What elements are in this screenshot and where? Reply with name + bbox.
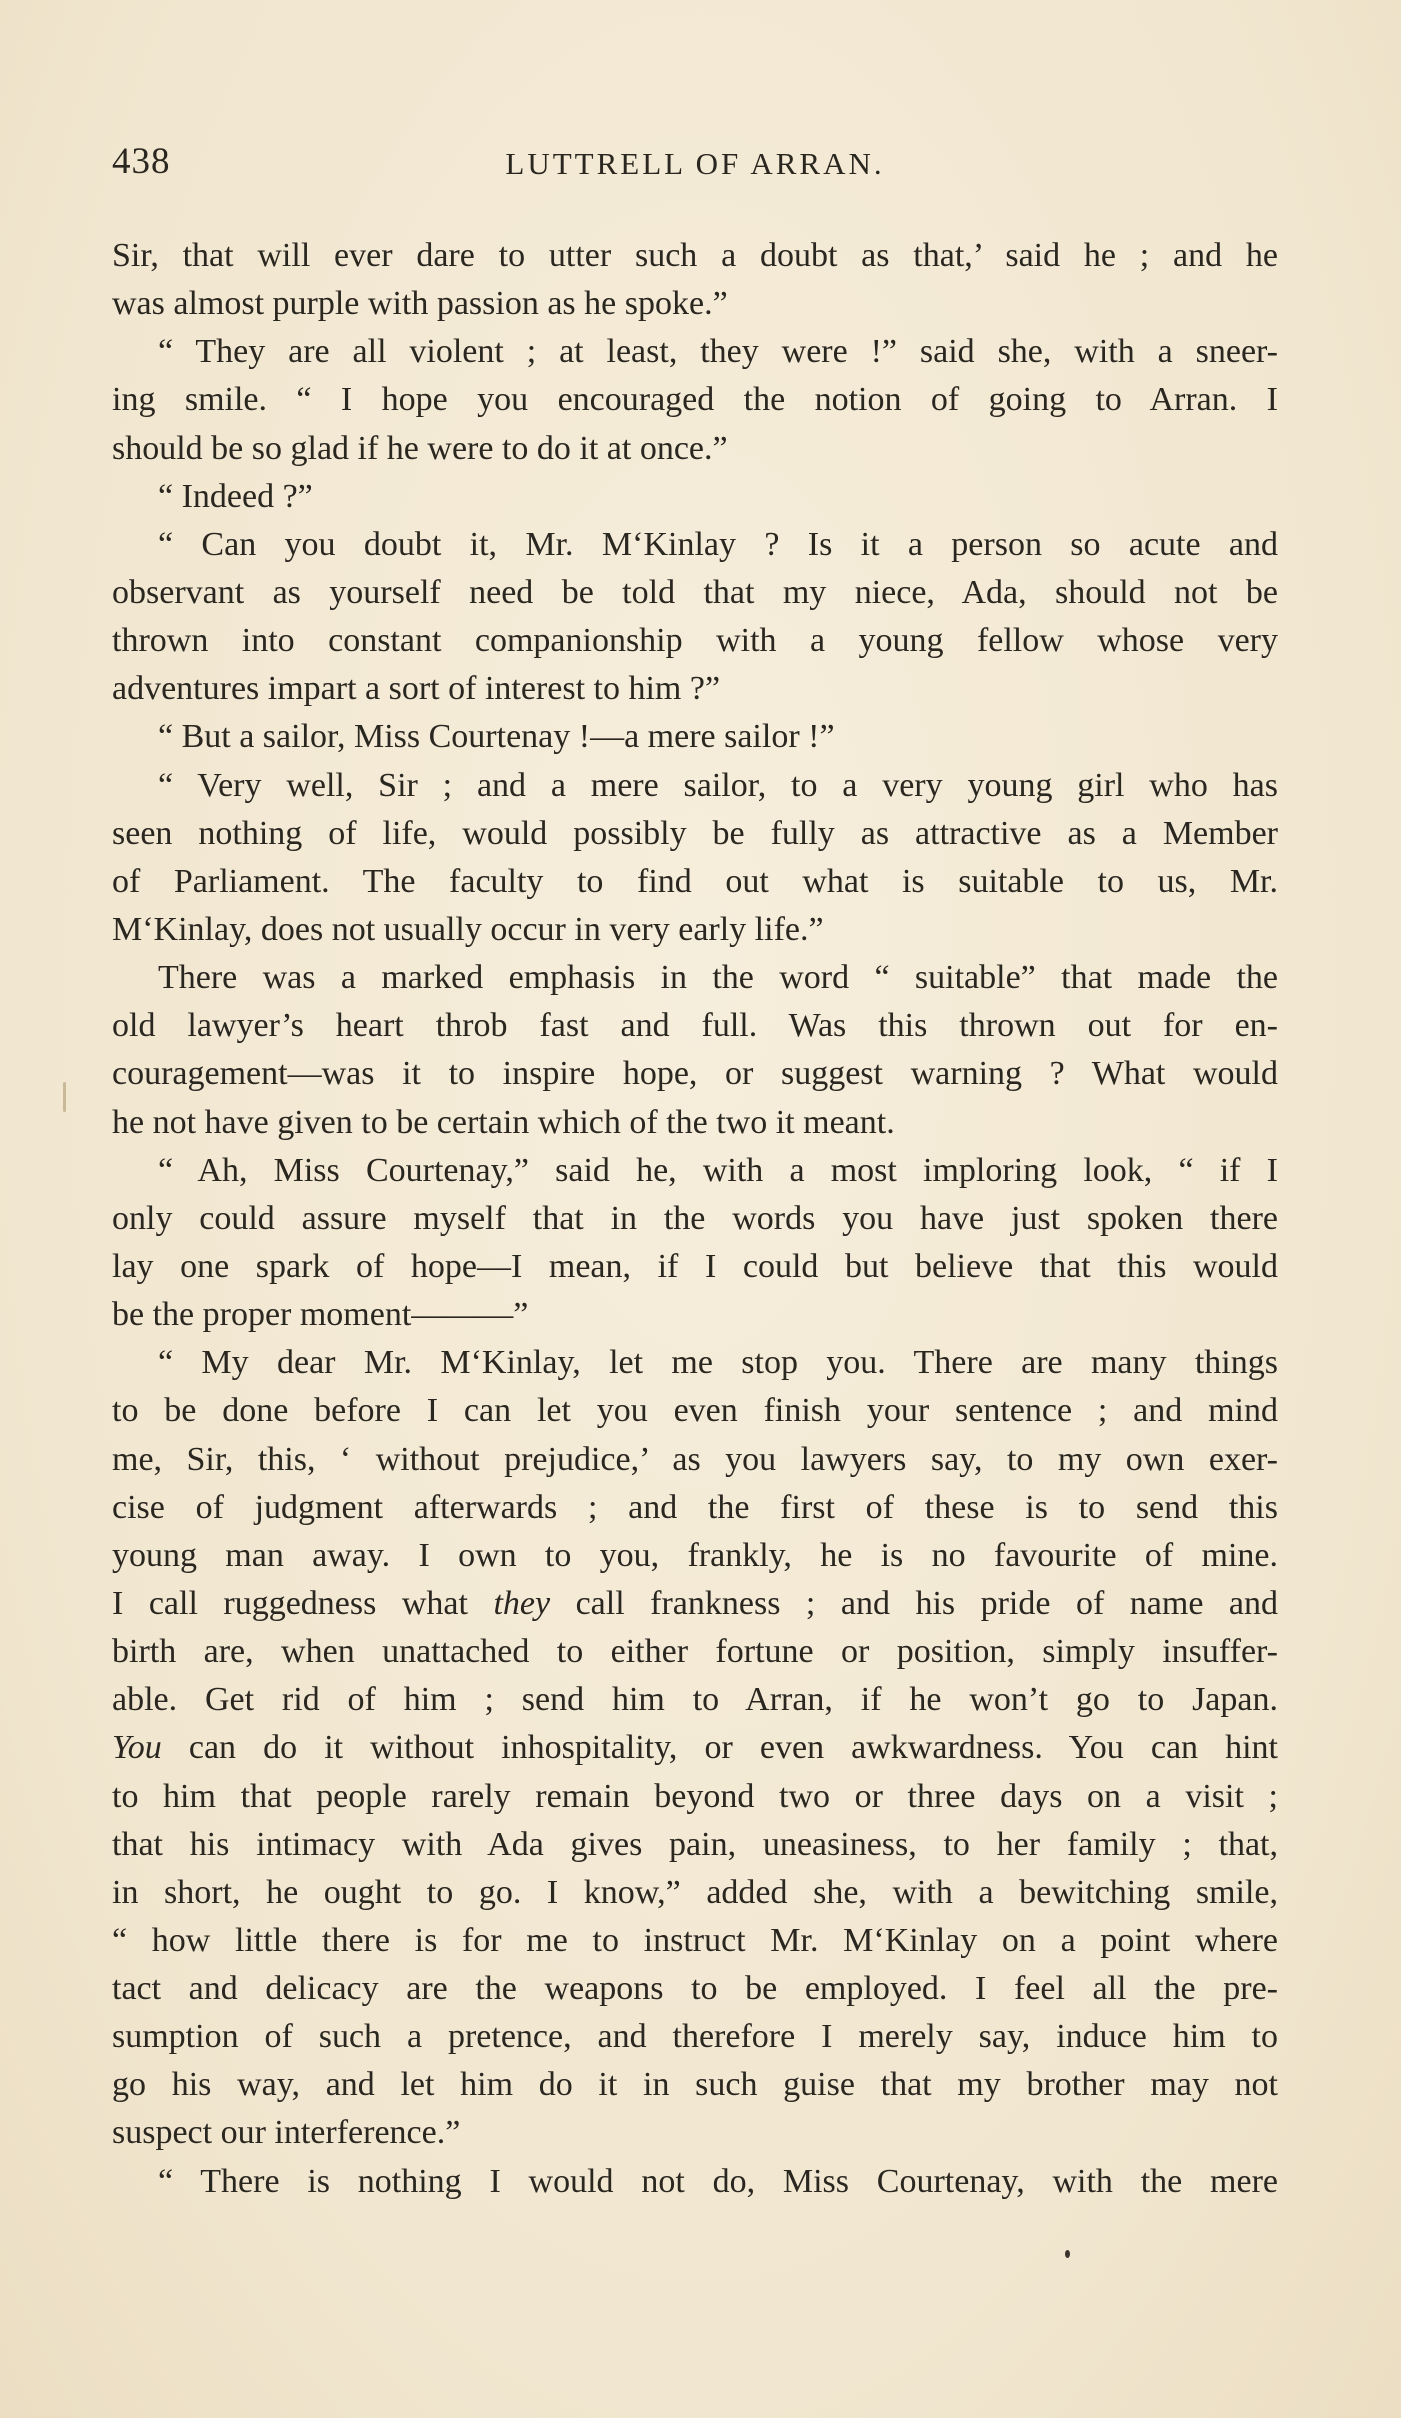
- text-line: suspect our interference.”: [112, 2114, 461, 2152]
- text-line: thrown into constant companionship with a young fellow whose very: [112, 622, 1278, 660]
- text-line: adventures impart a sort of interest to him ?”: [112, 670, 721, 708]
- text-line: that his intimacy with Ada gives pain, uneasiness, to her family ; that,: [112, 1825, 1278, 1863]
- text-line: young man away. I own to you, frankly, he is no favourite of mine.: [112, 1536, 1278, 1574]
- text-line: “ Indeed ?”: [158, 477, 313, 515]
- text-line: of Parliament. The faculty to find out what is suitable to us, Mr.: [112, 862, 1278, 900]
- text-line: seen nothing of life, would possibly be fully as attractive as a Member: [112, 814, 1278, 852]
- text-line: lay one spark of hope—I mean, if I could but believe that this would: [112, 1247, 1278, 1285]
- text-line: birth are, when unattached to either fortune or position, simply insuffer-: [112, 1633, 1278, 1671]
- text-line: I call ruggedness what they call frankness ; and his pride of name and: [112, 1584, 1278, 1622]
- text-line: able. Get rid of him ; send him to Arran, if he won’t go to Japan.: [112, 1681, 1278, 1719]
- text-line: couragement—was it to inspire hope, or suggest warning ? What would: [112, 1055, 1278, 1093]
- text-line: observant as yourself need be told that my niece, Ada, should not be: [112, 573, 1278, 611]
- margin-mark: [63, 1082, 66, 1112]
- text-line: in short, he ought to go. I know,” added she, with a bewitching smile,: [112, 1873, 1278, 1911]
- text-line: to him that people rarely remain beyond two or three days on a visit ;: [112, 1777, 1278, 1815]
- italic-word: You: [112, 1729, 162, 1767]
- text-line: “ There is nothing I would not do, Miss Courtenay, with the mere: [158, 2162, 1278, 2200]
- running-title: LUTTRELL OF ARRAN.: [505, 146, 885, 181]
- body-text: [112, 232, 1278, 2206]
- text-line: me, Sir, this, ‘ without prejudice,’ as you lawyers say, to my own exer-: [112, 1440, 1278, 1478]
- text-line: old lawyer’s heart throb fast and full. Was this thrown out for en-: [112, 1007, 1278, 1045]
- text-line: be the proper moment———”: [112, 1296, 529, 1334]
- text-line: You can do it without inhospitality, or even awkwardness. You can hint: [112, 1729, 1278, 1767]
- text-line: ing smile. “ I hope you encouraged the notion of going to Arran. I: [112, 381, 1278, 419]
- text-line: “ Very well, Sir ; and a mere sailor, to a very young girl who has: [158, 766, 1278, 804]
- text-line: M‘Kinlay, does not usually occur in very early life.”: [112, 910, 824, 948]
- text-line: There was a marked emphasis in the word “ suitable” that made the: [158, 959, 1278, 997]
- text-line: was almost purple with passion as he spoke.”: [112, 285, 728, 323]
- text-line: “ They are all violent ; at least, they were !” said she, with a sneer-: [158, 333, 1278, 371]
- page-number: 438: [112, 141, 171, 182]
- text-line: “ how little there is for me to instruct Mr. M‘Kinlay on a point where: [112, 1921, 1278, 1959]
- text-line: “ Can you doubt it, Mr. M‘Kinlay ? Is it a person so acute and: [158, 525, 1278, 563]
- text-line: go his way, and let him do it in such guise that my brother may not: [112, 2066, 1278, 2104]
- text-line: he not have given to be certain which of the two it meant.: [112, 1103, 895, 1141]
- ink-speck: [1065, 2250, 1070, 2258]
- text-line: “ My dear Mr. M‘Kinlay, let me stop you. There are many things: [158, 1344, 1278, 1382]
- page-header: [112, 140, 1278, 200]
- text-line: sumption of such a pretence, and therefore I merely say, induce him to: [112, 2018, 1278, 2056]
- text-line: “ But a sailor, Miss Courtenay !—a mere sailor !”: [158, 718, 835, 756]
- text-line: tact and delicacy are the weapons to be employed. I feel all the pre-: [112, 1970, 1278, 2008]
- text-line: “ Ah, Miss Courtenay,” said he, with a most imploring look, “ if I: [158, 1151, 1278, 1189]
- text-line: should be so glad if he were to do it at once.”: [112, 429, 728, 467]
- italic-word: they: [493, 1584, 551, 1622]
- text-line: to be done before I can let you even finish your sentence ; and mind: [112, 1392, 1278, 1430]
- text-line: Sir, that will ever dare to utter such a doubt as that,’ said he ; and he: [112, 237, 1278, 274]
- text-line: only could assure myself that in the words you have just spoken there: [112, 1199, 1278, 1237]
- text-line: cise of judgment afterwards ; and the first of these is to send this: [112, 1488, 1278, 1526]
